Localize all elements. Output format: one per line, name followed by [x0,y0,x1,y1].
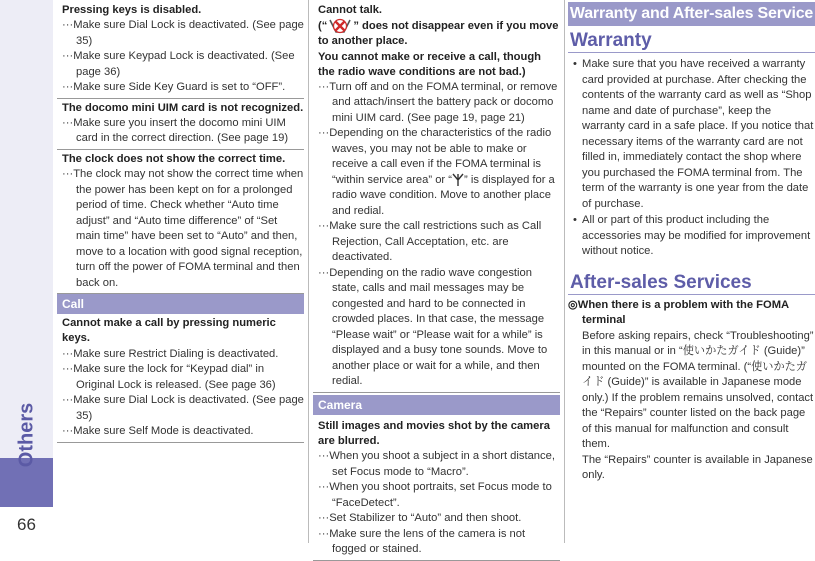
faq-answer: ···Set Stabilizer to “Auto” and then shoot. [318,512,522,525]
faq-answer: ···Depending on the characteristics of the radio waves, you may not be able to make or receive a call even if the FOMA terminal is “within service area” or “ ” is displayed for a radio wave condition. Move to another place and redial. [318,127,555,217]
faq-cannot-call [57,316,304,442]
faq-cannot-talk [313,3,560,393]
column-troubleshooting-1 [57,0,304,443]
faq-answer: ···Make sure Dial Lock is deactivated. (See page 35) [62,394,304,422]
faq-answer: ···Make sure Restrict Dialing is deactivated. [62,347,279,360]
faq-answer: ···Make sure Dial Lock is deactivated. (See page 35) [62,19,304,47]
page-number: 66 [17,515,36,534]
warranty-bullet: • All or part of this product including the accessories may be modified for improvement without notice. [568,213,815,260]
category-call: Call [57,294,304,314]
faq-keys-disabled [57,3,304,99]
problem-heading: ◎When there is a problem with the FOMA terminal [568,298,789,326]
column-troubleshooting-2 [313,0,560,561]
faq-question: The clock does not show the correct time. [62,152,286,165]
faq-question: Pressing keys is disabled. [62,4,202,16]
faq-answer: ···Make sure the lock for “Keypad dial” in Original Lock is released. (See page 36) [62,363,276,391]
faq-answer: ···Make sure you insert the docomo mini UIM card in the correct direction. (See page 19) [62,116,289,145]
problem-note: The “Repairs” counter is available in Japanese only. [582,453,813,481]
section-label: Others [15,402,38,468]
column-warranty [568,0,815,484]
faq-answer: ···Make sure the call restrictions such as Call Rejection, Call Acceptation, etc. are deactivated. [318,220,542,264]
out-of-service-icon [327,18,353,34]
faq-answer: ···The clock may not show the correct time when the power has been kept on for a prolonged period of time. Check whether “Auto time adjust” and “Auto time difference” of “Set main time” have been set to “Auto” and then, move to a location with good signal reception, turn off the power of FOMA terminal and then back on. [62,168,304,289]
faq-answer: ···Make sure Keypad Lock is deactivated. (See page 36) [62,50,295,78]
faq-uim-not-recognized [57,101,304,150]
faq-answer: ···Depending on the radio wave congestion state, calls and mail messages may be congested and hard to be connected in crowded places. In that case, the message “Please wait” or “Please wait for a while” is displayed and a busy tone sounds. Move to another place or wait for a while, and then redial. [318,266,548,388]
antenna-icon [452,173,464,187]
faq-answer: ···Turn off and on the FOMA terminal, or remove and attach/insert the battery pack or docomo mini UIM card. (See page 19, page 21) [318,80,558,124]
faq-answer: ···When you shoot portraits, set Focus mode to “FaceDetect”. [318,481,552,509]
faq-question: Still images and movies shot by the camera are blurred. [318,419,550,448]
faq-answer: ···Make sure the lens of the camera is not fogged or stained. [318,527,526,556]
column-divider [308,0,309,543]
faq-answer: ···When you shoot a subject in a short distance, set Focus mode to “Macro”. [318,450,555,478]
warranty-bullet: • Make sure that you have received a warranty card provided at purchase. After checking the contents of the warranty card as well as “Shop name and date of purchase”, keep the warranty card in a safe place. If you notice that necessary items of the warranty card are not filled in, immediately contact the shop where you purchased the FOMA terminal from. The term of the warranty is one year from the date of purchase. [568,57,815,212]
faq-question: Cannot make a call by pressing numeric keys. [62,317,276,345]
category-camera: Camera [313,395,560,415]
page-title: Warranty and After-sales Service [568,2,815,26]
faq-blurred-images [313,419,560,561]
column-divider [564,0,565,543]
faq-clock-incorrect [57,152,304,294]
faq-question: Cannot talk. (“ ” does not disappear even if you move to another place. You cannot make or receive a call, though the radio wave conditions are not bad.) [318,4,559,78]
warranty-heading: Warranty [568,30,815,53]
after-sales-heading: After-sales Services [568,272,815,295]
problem-body: Before asking repairs, check “Troubleshooting” in this manual or in “使いかたガイド (Guide)” mounted on the FOMA terminal. (“使いかたガイド (Guide)” is available in Japanese mode only.) If the problem remains unsolved, contact the “Repairs” counter listed on the back page of this manual for malfunction and consult them. [582,329,814,450]
faq-question: The docomo mini UIM card is not recognized. [62,101,304,114]
faq-answer: ···Make sure Self Mode is deactivated. [62,425,254,438]
faq-answer: ···Make sure Side Key Guard is set to “OFF”. [62,81,286,94]
